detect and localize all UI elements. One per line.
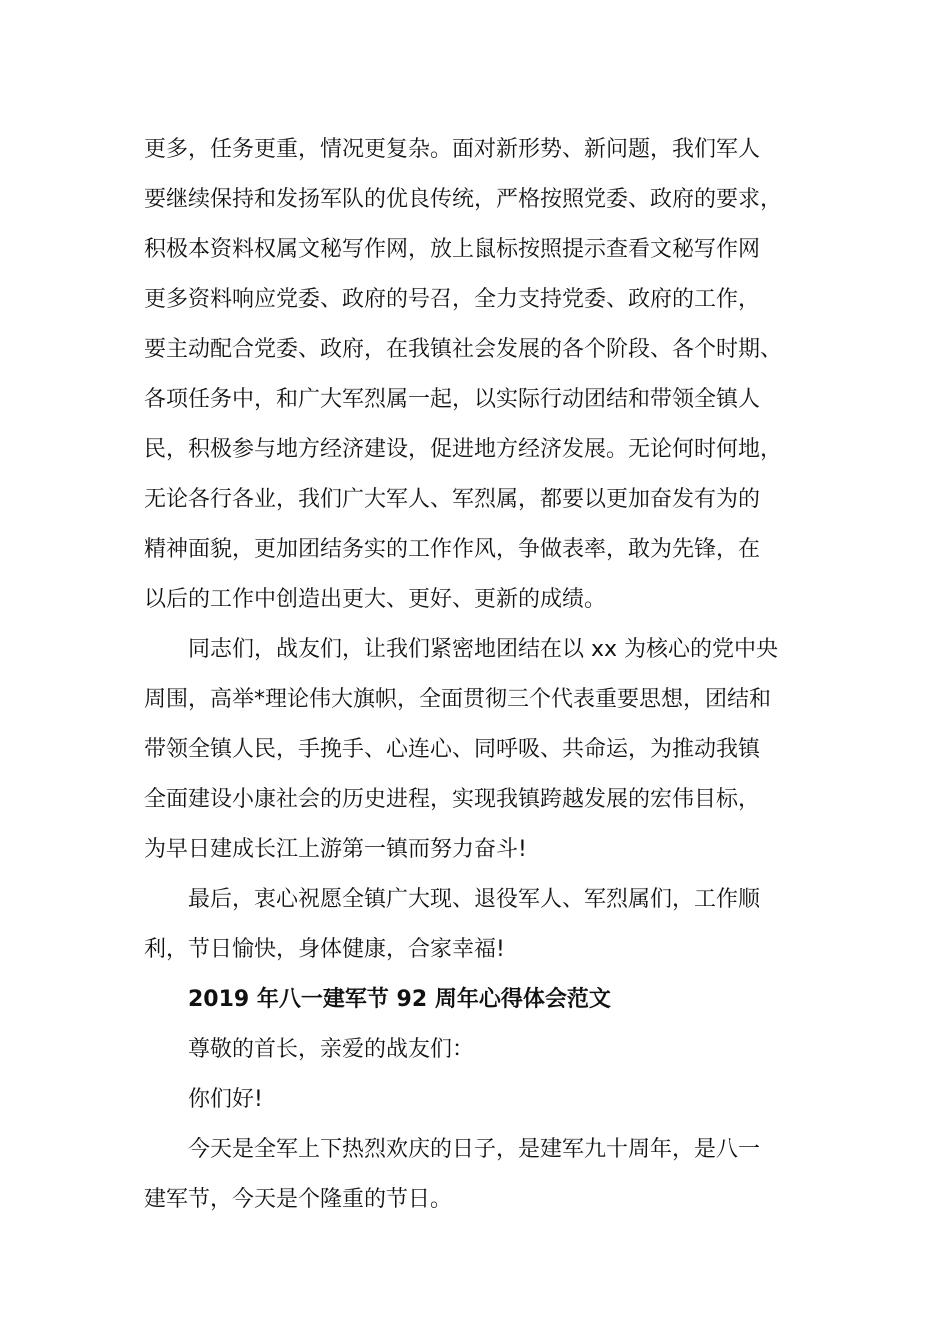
greeting-line: 你们好! <box>188 1087 263 1112</box>
text-line-17: 利，节日愉快，身体健康，合家幸福! <box>144 937 505 962</box>
text-line-8: 无论各行各业，我们广大军人、军烈属，都要以更加奋发有为的 <box>144 487 761 512</box>
text-line-16: 最后，衷心祝愿全镇广大现、退役军人、军烈属们，工作顺 <box>188 887 761 912</box>
text-line-9: 精神面貌，更加团结务实的工作作风，争做表率，敢为先锋，在 <box>144 537 761 562</box>
text-line-22: 建军节，今天是个隆重的节日。 <box>144 1187 453 1212</box>
text-line-2: 要继续保持和发扬军队的优良传统，严格按照党委、政府的要求， <box>144 187 783 212</box>
salutation-line: 尊敬的首长，亲爱的战友们： <box>188 1037 475 1062</box>
document-body <box>144 125 794 1225</box>
text-line-1: 更多，任务更重，情况更复杂。面对新形势、新问题，我们军人 <box>144 137 761 162</box>
text-line-7: 民，积极参与地方经济建设，促进地方经济发展。无论何时何地， <box>144 437 783 462</box>
text-line-11: 同志们，战友们，让我们紧密地团结在以 xx 为核心的党中央 <box>188 637 779 662</box>
text-line-4: 更多资料响应党委、政府的号召，全力支持党委、政府的工作， <box>144 287 761 312</box>
text-line-6: 各项任务中，和广大军烈属一起，以实际行动团结和带领全镇人 <box>144 387 761 412</box>
text-line-3: 积极本资料权属文秘写作网，放上鼠标按照提示查看文秘写作网 <box>144 237 761 262</box>
text-line-10: 以后的工作中创造出更大、更好、更新的成绩。 <box>144 587 607 612</box>
text-line-13: 带领全镇人民，手挽手、心连心、同呼吸、共命运，为推动我镇 <box>144 737 761 762</box>
text-line-15: 为早日建成长江上游第一镇而努力奋斗! <box>144 837 527 862</box>
text-line-5: 要主动配合党委、政府，在我镇社会发展的各个阶段、各个时期、 <box>144 337 783 362</box>
section-heading: 2019 年八一建军节 92 周年心得体会范文 <box>188 987 611 1012</box>
text-line-21: 今天是全军上下热烈欢庆的日子，是建军九十周年，是八一 <box>188 1137 761 1162</box>
text-line-12: 周围，高举*理论伟大旗帜，全面贯彻三个代表重要思想，团结和 <box>144 687 772 712</box>
text-line-14: 全面建设小康社会的历史进程，实现我镇跨越发展的宏伟目标， <box>144 787 761 812</box>
